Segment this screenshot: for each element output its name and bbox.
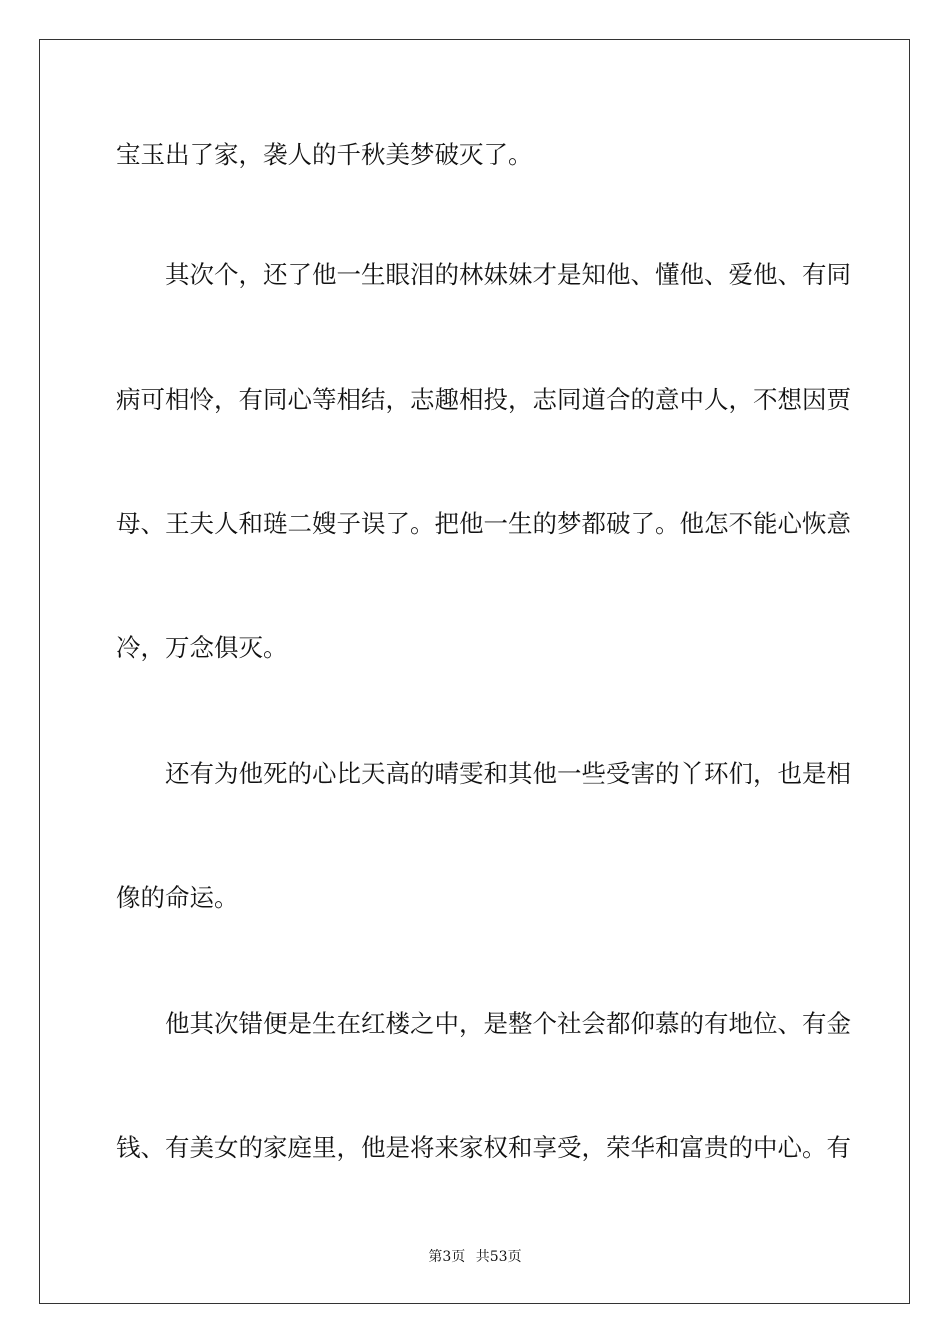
page-footer <box>0 1248 950 1266</box>
text-line-7: 像的命运。 <box>116 883 239 912</box>
text-line-9: 钱、有美女的家庭里，他是将来家权和享受，荣华和富贵的中心。有 <box>116 1133 851 1162</box>
text-line-2: 其次个，还了他一生眼泪的林妹妹才是知他、懂他、爱他、有同 <box>116 260 851 289</box>
page-total: 共53页 <box>475 1249 522 1265</box>
text-line-5: 冷，万念俱灭。 <box>116 633 288 662</box>
text-line-8: 他其次错便是生在红楼之中，是整个社会都仰慕的有地位、有金 <box>116 1009 851 1038</box>
text-line-6: 还有为他死的心比天高的晴雯和其他一些受害的丫环们，也是相 <box>116 759 851 788</box>
text-line-4: 母、王夫人和琏二嫂子误了。把他一生的梦都破了。他怎不能心恢意 <box>116 509 851 538</box>
text-line-3: 病可相怜，有同心等相结，志趣相投，志同道合的意中人，不想因贾 <box>116 385 851 414</box>
text-line-1: 宝玉出了家，袭人的千秋美梦破灭了。 <box>116 140 533 169</box>
page-frame <box>39 39 910 1304</box>
page-number: 第3页 <box>428 1249 466 1265</box>
